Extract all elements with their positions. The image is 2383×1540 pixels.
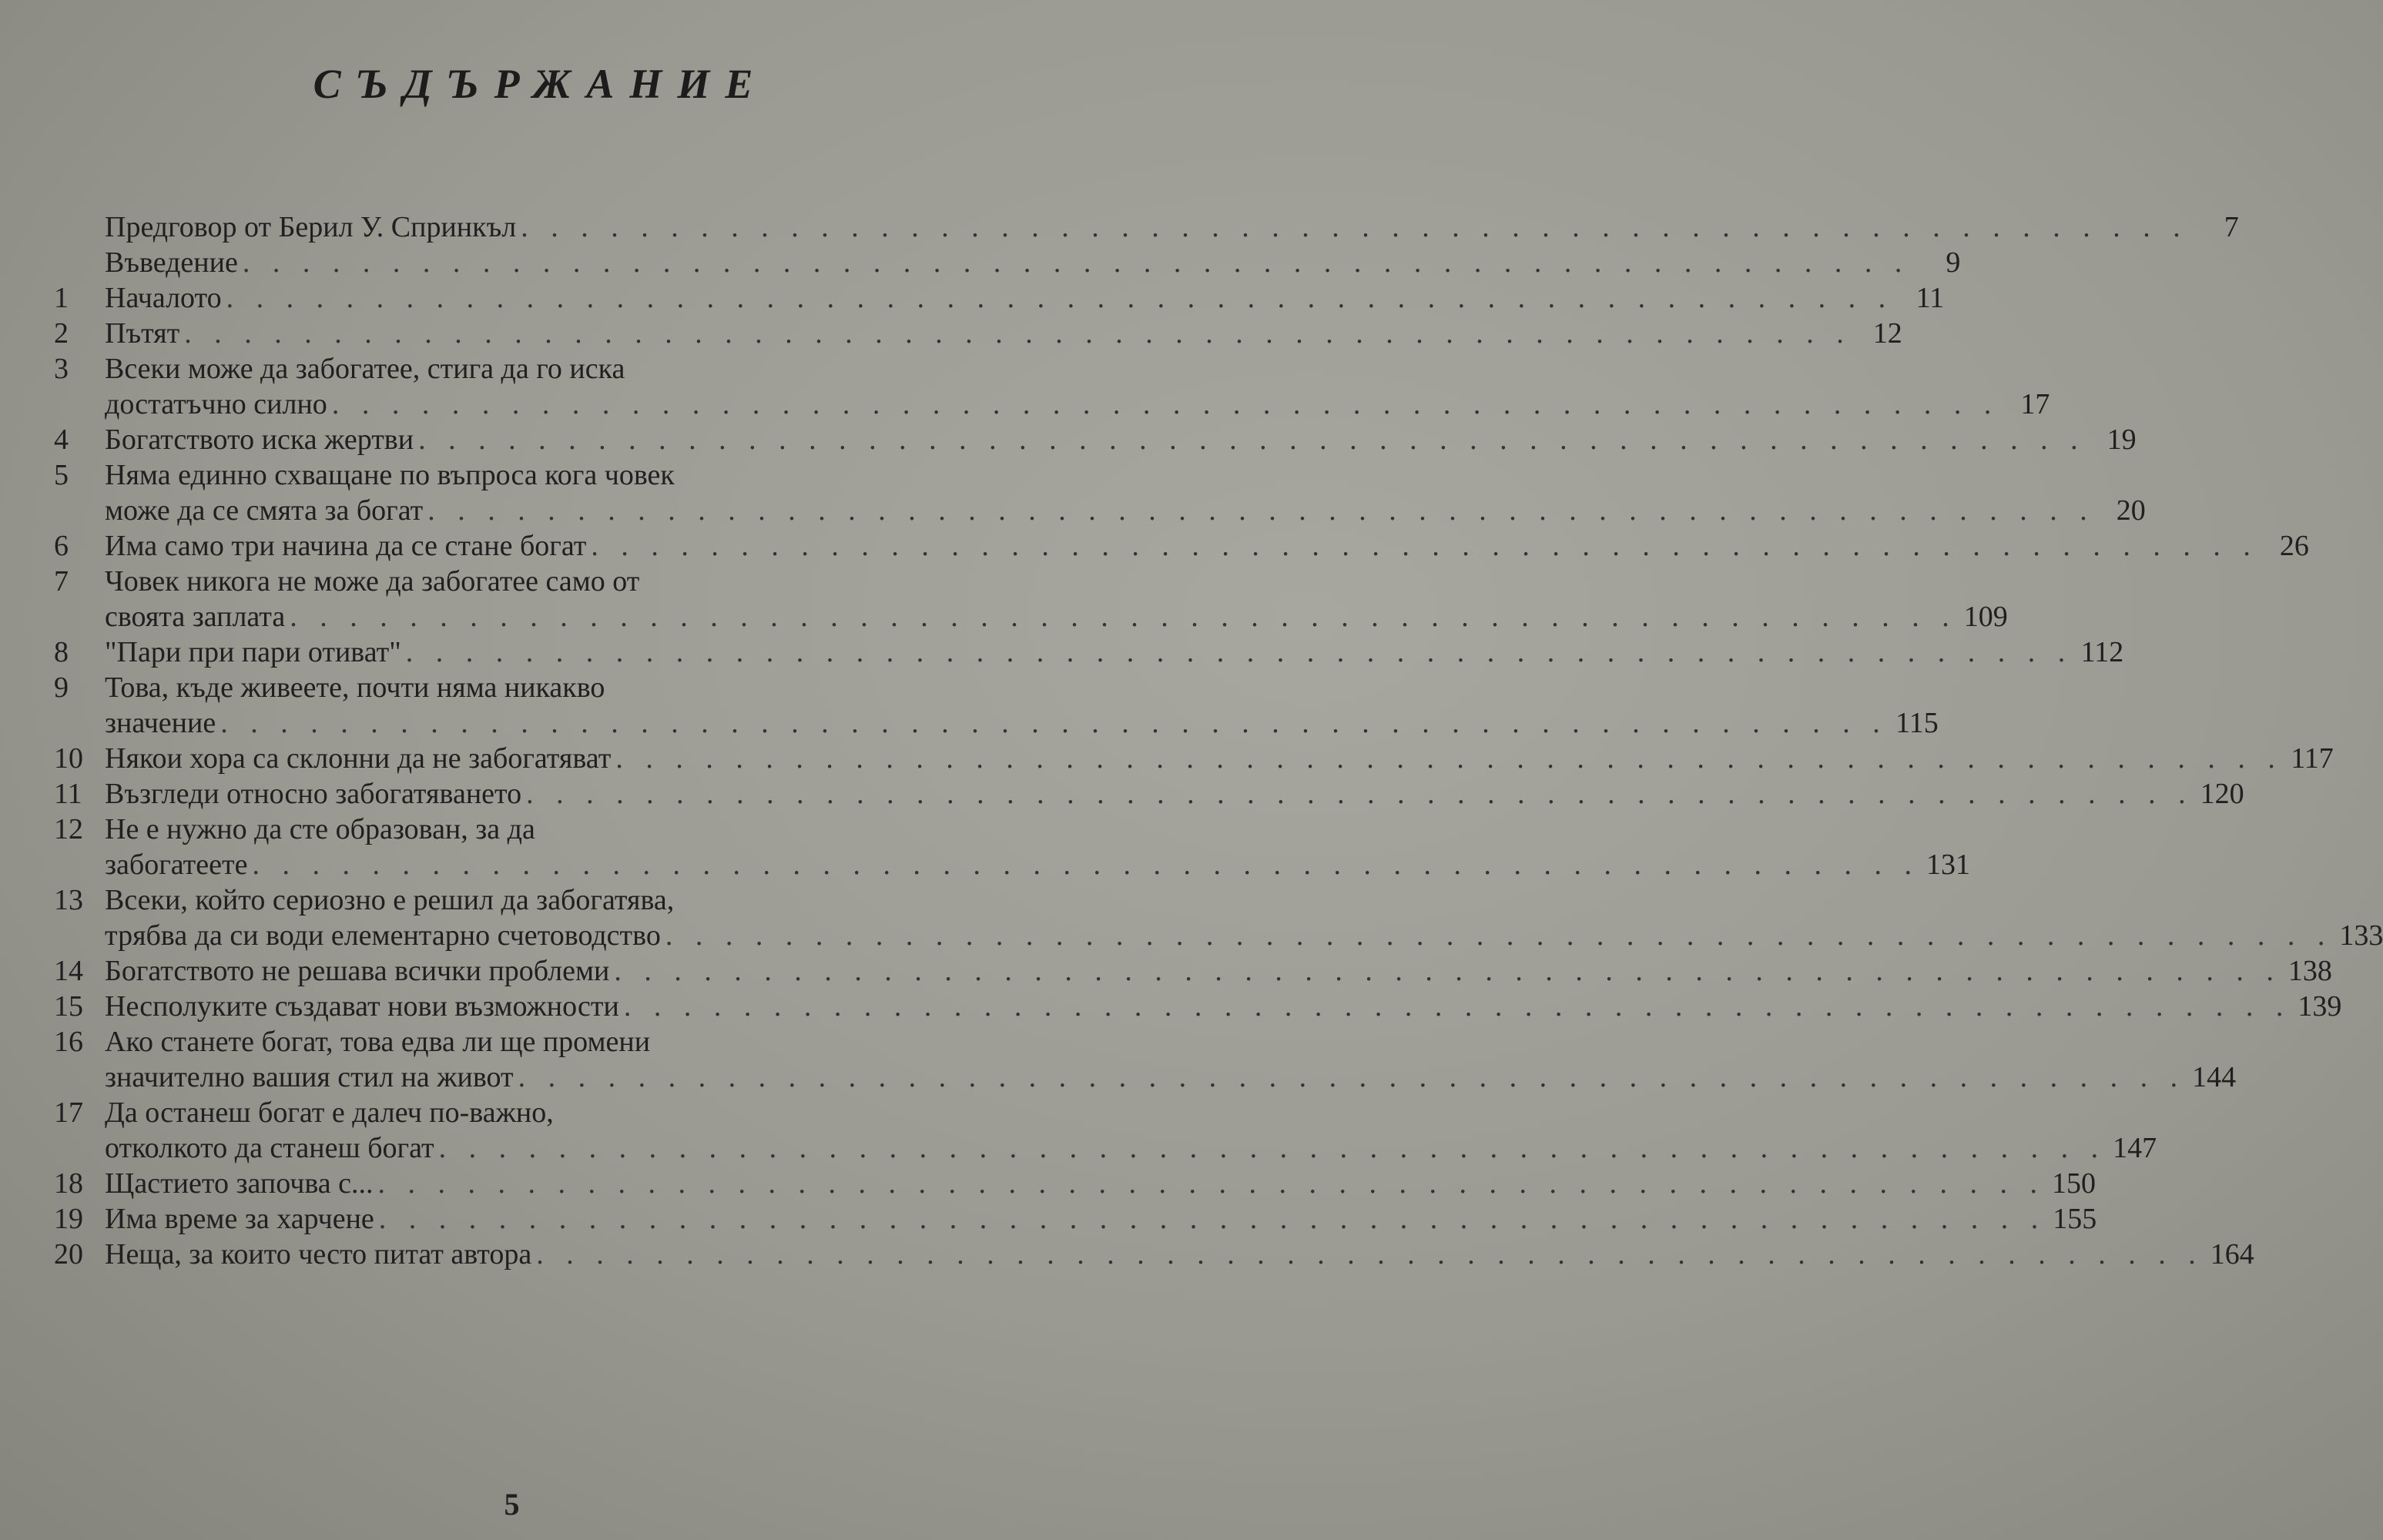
toc-entry-line	[54, 634, 2124, 670]
toc-entry	[54, 634, 2124, 670]
chapter-title: Не е нужно да сте образован, за да	[105, 813, 535, 845]
toc-entry-line	[54, 882, 924, 918]
toc-entry-line	[54, 564, 924, 599]
page-reference: 17	[2020, 388, 2050, 420]
toc-entry	[54, 741, 2334, 776]
chapter-title: Има само три начина да се стане богат	[105, 530, 587, 562]
chapter-number: 7	[54, 565, 69, 598]
leader-dots	[290, 599, 1957, 634]
leader-dots	[536, 1237, 2204, 1272]
chapter-number: 18	[54, 1167, 83, 1200]
chapter-number: 17	[54, 1096, 83, 1129]
page-reference: 7	[2224, 211, 2239, 243]
toc-entry	[54, 316, 1902, 351]
page-reference: 115	[1895, 707, 1939, 739]
page-reference: 9	[1946, 246, 1961, 279]
page-reference: 109	[1963, 601, 2008, 633]
chapter-title: забогатеете	[105, 849, 248, 881]
page-reference: 12	[1872, 317, 1902, 350]
chapter-number: 9	[54, 671, 69, 704]
toc-entry-line	[54, 387, 2050, 422]
leader-dots	[624, 989, 2291, 1024]
toc-entry	[54, 1095, 2157, 1166]
toc-entry-line	[54, 705, 1939, 741]
toc-entry-line	[54, 812, 924, 847]
page-number: 5	[504, 1487, 520, 1522]
leader-dots	[591, 528, 2258, 564]
toc-entry	[54, 882, 2383, 953]
toc-entry	[54, 1166, 2096, 1201]
chapter-title: Предговор от Берил У. Спринкъл	[105, 211, 517, 243]
chapter-title: Пътят	[105, 317, 180, 350]
toc-entry-line	[54, 1166, 2096, 1201]
page-reference: 20	[2116, 494, 2146, 527]
page-reference: 131	[1926, 849, 1970, 881]
toc-entry-line	[54, 1060, 2237, 1095]
page-reference: 11	[1915, 282, 1945, 314]
leader-dots	[526, 776, 2194, 812]
chapter-title: Неща, за които често питат автора	[105, 1238, 532, 1270]
chapter-number: 1	[54, 282, 69, 314]
toc-entry	[54, 1201, 2097, 1237]
toc-entry-line	[54, 493, 2146, 528]
chapter-title: Човек никога не може да забогатее само от	[105, 565, 640, 598]
toc-entry	[54, 280, 1945, 316]
toc-entry	[54, 457, 2146, 528]
chapter-number: 15	[54, 990, 83, 1023]
page-reference: 139	[2298, 990, 2342, 1023]
chapter-title: значително вашия стил на живот	[105, 1061, 514, 1093]
page-reference: 19	[2106, 424, 2137, 456]
leader-dots	[253, 847, 1920, 882]
toc-entry-line	[54, 422, 2137, 457]
chapter-title: Ако станете богат, това едва ли ще промени	[105, 1026, 651, 1058]
chapter-title: трябва да си води елементарно счетоводство	[105, 919, 661, 952]
chapter-number: 20	[54, 1238, 83, 1270]
toc-entry	[54, 351, 2050, 422]
page-title: СЪДЪРЖАНИЕ	[313, 61, 769, 107]
page-reference: 133	[2339, 919, 2383, 952]
toc-entry	[54, 989, 2342, 1024]
page-reference: 144	[2192, 1061, 2237, 1093]
chapter-number: 5	[54, 459, 69, 491]
toc-entry-line	[54, 1201, 2097, 1237]
chapter-title: своята заплата	[105, 601, 286, 633]
toc-entry-line	[54, 776, 2244, 812]
leader-dots	[665, 918, 2333, 953]
chapter-number: 4	[54, 424, 69, 456]
toc-entry	[54, 1024, 2237, 1095]
leader-dots	[614, 953, 2281, 989]
toc-entry-line	[54, 918, 2383, 953]
toc-entry-line	[54, 351, 924, 387]
toc-entry	[54, 564, 2008, 634]
page-reference: 112	[2080, 636, 2124, 668]
toc-entry-line	[54, 1095, 924, 1130]
leader-dots	[378, 1166, 2046, 1201]
leader-dots	[226, 280, 1894, 316]
toc-entry	[54, 1237, 2254, 1272]
page-reference: 150	[2052, 1167, 2096, 1200]
toc-entry	[54, 209, 2239, 245]
chapter-title: може да се смята за богат	[105, 494, 424, 527]
toc-entry	[54, 670, 1939, 741]
chapter-title: Несполуките създават нови възможности	[105, 990, 619, 1023]
leader-dots	[418, 422, 2086, 457]
toc-entry-line	[54, 280, 1945, 316]
chapter-title: Въведение	[105, 246, 238, 279]
page-reference: 147	[2113, 1132, 2157, 1164]
leader-dots	[615, 741, 2283, 776]
chapter-title: Всеки, който сериозно е решил да забогатява,	[105, 884, 675, 916]
chapter-title: "Пари при пари отиват"	[105, 636, 401, 668]
chapter-number: 6	[54, 530, 69, 562]
chapter-title: Богатството не решава всички проблеми	[105, 955, 610, 987]
toc-entry-line	[54, 1024, 924, 1060]
chapter-title: отколкото да станеш богат	[105, 1132, 434, 1164]
leader-dots	[406, 634, 2073, 670]
toc-entry	[54, 245, 1961, 280]
chapter-title: Да останеш богат е далеч по-важно,	[105, 1096, 554, 1129]
chapter-number: 2	[54, 317, 69, 350]
toc-entry-line	[54, 599, 2008, 634]
leader-dots	[379, 1201, 2046, 1237]
toc-entry	[54, 776, 2244, 812]
toc-entry-line	[54, 528, 2309, 564]
chapter-number: 12	[54, 813, 83, 845]
page-reference: 164	[2210, 1238, 2254, 1270]
leader-dots	[427, 493, 2095, 528]
table-of-contents	[54, 209, 2383, 1272]
chapter-number: 14	[54, 955, 83, 987]
chapter-number: 13	[54, 884, 83, 916]
leader-dots	[243, 245, 1910, 280]
page-reference: 138	[2287, 955, 2332, 987]
toc-entry-line	[54, 953, 2332, 989]
leader-dots	[439, 1130, 2106, 1166]
toc-entry	[54, 812, 1970, 882]
toc-entry-line	[54, 847, 1970, 882]
page-reference: 120	[2200, 778, 2244, 810]
leader-dots	[184, 316, 1852, 351]
chapter-title: Това, къде живеете, почти няма никакво	[105, 671, 605, 704]
toc-entry-line	[54, 457, 924, 493]
toc-entry	[54, 528, 2309, 564]
chapter-title: Богатството иска жертви	[105, 424, 414, 456]
chapter-title: достатъчно силно	[105, 388, 327, 420]
chapter-number: 11	[54, 778, 82, 810]
leader-dots	[332, 387, 1999, 422]
chapter-title: Някои хора са склонни да не забогатяват	[105, 742, 612, 775]
chapter-number: 19	[54, 1203, 83, 1235]
page-reference: 26	[2279, 530, 2309, 562]
chapter-number: 10	[54, 742, 83, 775]
chapter-number: 8	[54, 636, 69, 668]
chapter-number: 3	[54, 353, 69, 385]
leader-dots	[220, 705, 1888, 741]
chapter-title: значение	[105, 707, 216, 739]
chapter-number: 16	[54, 1026, 83, 1058]
toc-entry-line	[54, 741, 2334, 776]
toc-entry-line	[54, 245, 1961, 280]
chapter-title: Няма единно схващане по въпроса кога човек	[105, 459, 675, 491]
toc-entry-line	[54, 670, 924, 705]
page-reference: 155	[2053, 1203, 2097, 1235]
toc-entry-line	[54, 209, 2239, 245]
toc-entry-line	[54, 1130, 2157, 1166]
leader-dots	[518, 1060, 2186, 1095]
chapter-title: Всеки може да забогатее, стига да го иска	[105, 353, 625, 385]
page-reference: 117	[2291, 742, 2334, 775]
chapter-title: Има време за харчене	[105, 1203, 374, 1235]
leader-dots	[521, 209, 2188, 245]
toc-entry-line	[54, 989, 2342, 1024]
toc-entry-line	[54, 316, 1902, 351]
chapter-title: Възгледи относно забогатяването	[105, 778, 522, 810]
toc-entry	[54, 422, 2137, 457]
chapter-title: Щастието започва с...	[105, 1167, 374, 1200]
toc-entry	[54, 953, 2332, 989]
toc-entry-line	[54, 1237, 2254, 1272]
chapter-title: Началото	[105, 282, 222, 314]
